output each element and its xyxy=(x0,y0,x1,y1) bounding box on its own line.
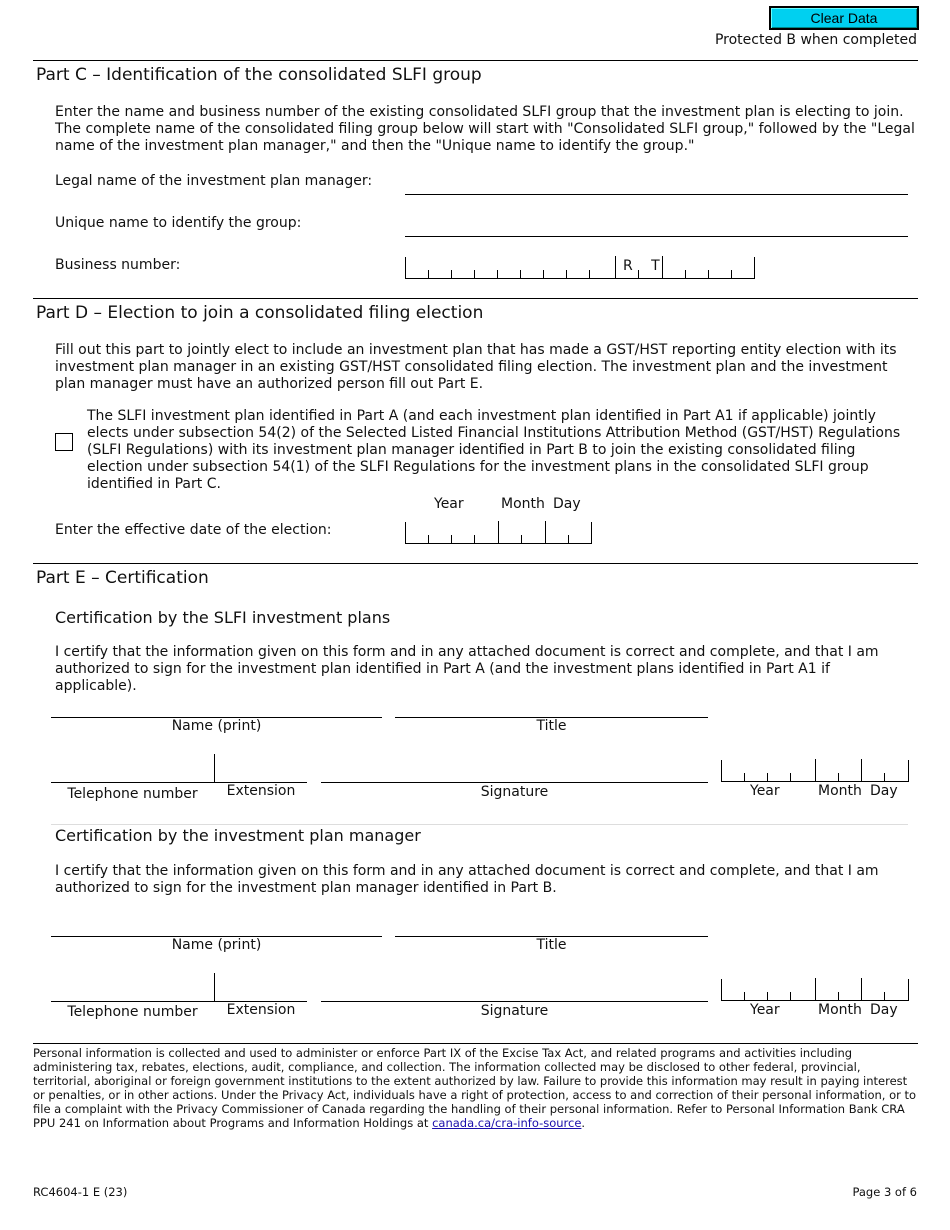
date-day-label: Day xyxy=(553,496,581,512)
part-d-title: Part D – Election to join a consolidated filing election xyxy=(36,303,484,323)
form-id: RC4604-1 E (23) xyxy=(33,1185,128,1199)
plans-cert-subtitle: Certification by the SLFI investment plans xyxy=(55,608,391,627)
unique-name-label: Unique name to identify the group: xyxy=(55,215,302,231)
plans-title-label: Title xyxy=(536,718,567,734)
effective-date-input[interactable] xyxy=(405,522,592,544)
legal-name-input[interactable] xyxy=(405,194,908,195)
plans-telephone-label: Telephone number xyxy=(67,786,198,802)
cra-info-source-link[interactable]: canada.ca/cra-info-source xyxy=(432,1116,582,1130)
election-text: The SLFI investment plan identified in Part A (and each investment plan identified in Part A1 if applicable) jointly elects under subsection 54(2) of the Selected Listed Financial Institutions Attribution Method (GST/HST) Regulations (SLFI Regulations) with its investment plan manager identified in Part B to join the existing consolidated filing election under subsection 54(1) of the SLFI Regulations for the investment plans in the consolidated SLFI group identified in Part C. xyxy=(87,408,901,492)
part-e-title: Part E – Certification xyxy=(36,568,209,588)
business-number-label: Business number: xyxy=(55,257,181,273)
election-checkbox[interactable] xyxy=(55,433,73,451)
part-c-intro: Enter the name and business number of the existing consolidated SLFI group that the investment plan is electing to join. The complete name of the consolidated filing group below will start with "Consolidated SLFI group," followed by the "Legal name of the investment plan manager," and then the "Unique name to identify the group." xyxy=(55,104,915,154)
rt-label: R T xyxy=(623,258,667,274)
manager-signature-input[interactable] xyxy=(321,1001,708,1002)
manager-month-label: Month xyxy=(818,1002,862,1018)
part-d-intro: Fill out this part to jointly elect to include an investment plan that has made a GST/HST reporting entity election with its investment plan manager in an existing GST/HST consolidated filing election. The investment plan and the investment plan manager must have an authorized person fill out Part E. xyxy=(55,342,897,392)
manager-signature-label: Signature xyxy=(480,1003,549,1019)
privacy-period: . xyxy=(581,1116,586,1130)
privacy-text: Personal information is collected and used to administer or enforce Part IX of the Excise Tax Act, and related programs and activities including administering tax, rebates, elections, audit, compliance, and collection. The information collected may be disclosed to other federal, provincial, territorial, aboriginal or foreign government institutions to the extent authorized by law. Failure to provide this information may result in paying interest or penalties, or in other actions. Under the Privacy Act, individuals have a right of protection, access to and correction of their personal information, or to file a complaint with the Privacy Commissioner of Canada regarding the handling of their personal information. Refer to Personal Information Bank CRA PPU 241 on Information about Programs and Information Holdings at xyxy=(33,1046,917,1130)
manager-cert-subtitle: Certification by the investment plan manager xyxy=(55,826,421,845)
phone-extension-divider xyxy=(214,973,215,1001)
plans-signature-input[interactable] xyxy=(321,782,708,783)
plans-month-label: Month xyxy=(818,783,862,799)
plans-signature-label: Signature xyxy=(480,784,549,800)
date-month-label: Month xyxy=(501,496,545,512)
date-year-label: Year xyxy=(434,496,464,512)
divider xyxy=(33,60,918,61)
plans-day-label: Day xyxy=(870,783,898,799)
plans-date-input[interactable] xyxy=(721,760,909,782)
legal-name-label: Legal name of the investment plan manager: xyxy=(55,173,373,189)
plans-cert-text: I certify that the information given on this form and in any attached document is correct and complete, and that I am authorized to sign for the investment plan identified in Part A (and the investment plans identified in Part A1 if applicable). xyxy=(55,644,879,694)
effective-date-label: Enter the effective date of the election: xyxy=(55,522,332,538)
page-number: Page 3 of 6 xyxy=(852,1185,917,1199)
phone-extension-divider xyxy=(214,754,215,782)
manager-date-input[interactable] xyxy=(721,979,909,1001)
manager-year-label: Year xyxy=(750,1002,780,1018)
divider xyxy=(51,824,908,825)
unique-name-input[interactable] xyxy=(405,236,908,237)
plans-year-label: Year xyxy=(750,783,780,799)
manager-day-label: Day xyxy=(870,1002,898,1018)
manager-name-label: Name (print) xyxy=(171,937,262,953)
manager-title-label: Title xyxy=(536,937,567,953)
business-number-input[interactable] xyxy=(405,257,755,279)
plans-name-label: Name (print) xyxy=(171,718,262,734)
manager-extension-label: Extension xyxy=(226,1002,296,1018)
part-c-title: Part C – Identification of the consolidated SLFI group xyxy=(36,65,482,85)
protected-label: Protected B when completed xyxy=(714,32,917,48)
divider xyxy=(33,563,918,564)
divider xyxy=(33,298,918,299)
manager-cert-text: I certify that the information given on this form and in any attached document is correct and complete, and that I am authorized to sign for the investment plan manager identified in Part B. xyxy=(55,863,879,896)
plans-extension-label: Extension xyxy=(226,783,296,799)
manager-telephone-label: Telephone number xyxy=(67,1004,198,1020)
divider xyxy=(33,1043,918,1044)
privacy-notice xyxy=(33,1046,918,1130)
clear-data-button[interactable]: Clear Data xyxy=(769,6,919,30)
